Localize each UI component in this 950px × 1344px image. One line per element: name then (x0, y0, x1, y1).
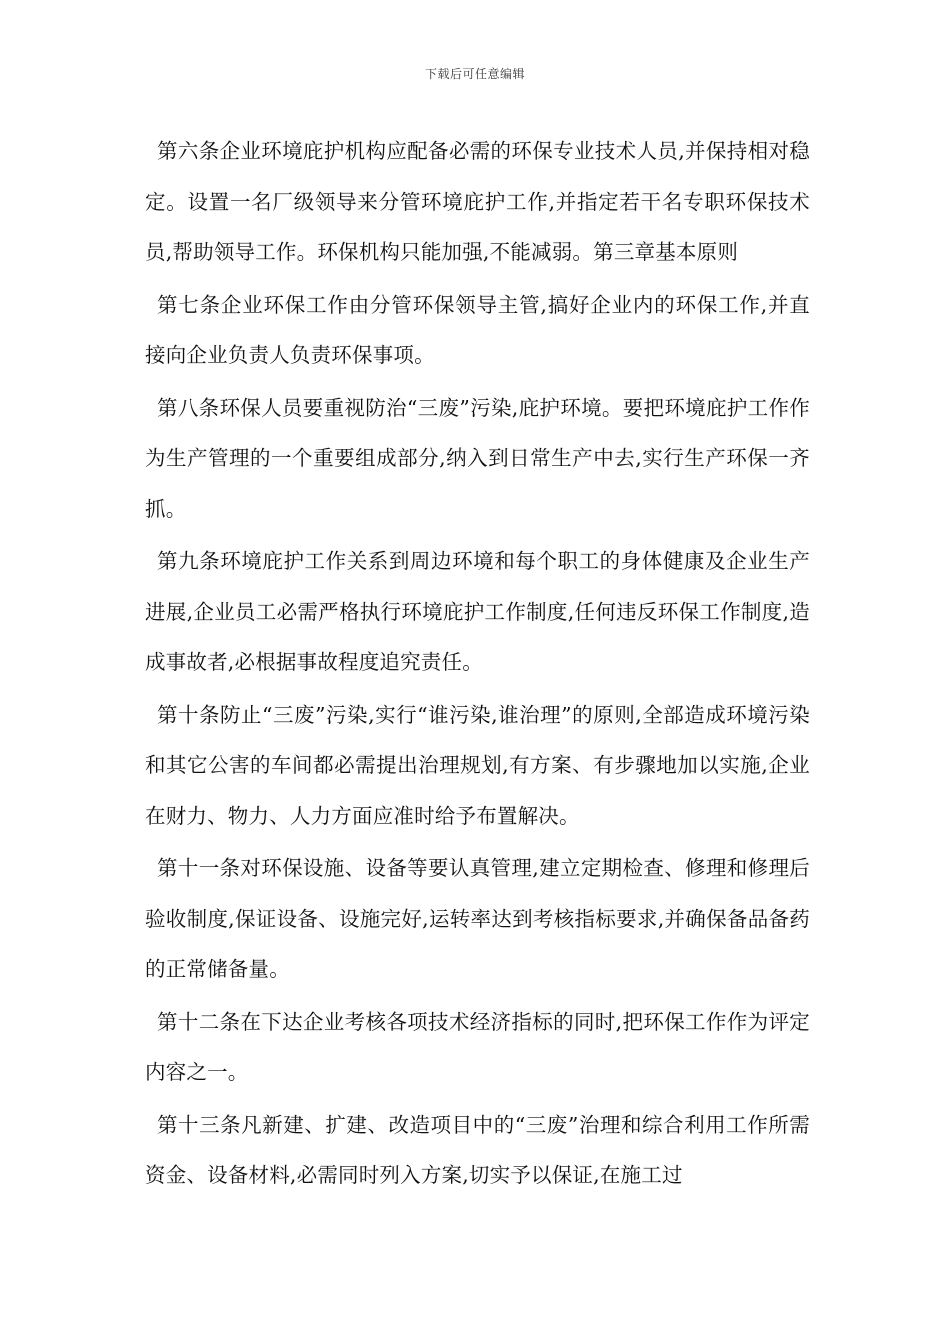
article-6-paragraph: 第六条企业环境庇护机构应配备必需的环保专业技术人员,并保持相对稳定。设置一名厂级领导来分管环境庇护工作,并指定若干名专职环保技术员,帮助领导工作。环保机构只能加强,不能减弱。第三章基本原则 (145, 139, 810, 264)
page-header: 下载后可任意编辑 (424, 67, 525, 81)
article-12-paragraph: 第十二条在下达企业考核各项技术经济指标的同时,把环保工作作为评定内容之一。 (145, 1009, 810, 1084)
article-13-paragraph: 第十三条凡新建、扩建、改造项目中的“三废”治理和综合利用工作所需资金、设备材料,必需同时列入方案,切实予以保证,在施工过 (145, 1112, 810, 1187)
article-10-paragraph: 第十条防止“三废”污染,实行“谁污染,谁治理”的原则,全部造成环境污染和其它公害的车间都必需提出治理规划,有方案、有步骤地加以实施,企业在财力、物力、人力方面应准时给予布置解决。 (145, 702, 810, 828)
article-9-paragraph: 第九条环境庇护工作关系到周边环境和每个职工的身体健康及企业生产进展,企业员工必需严格执行环境庇护工作制度,任何违反环保工作制度,造成事故者,必根据事故程度追究责任。 (145, 549, 810, 674)
article-8-paragraph: 第八条环保人员要重视防治“三废”污染,庇护环境。要把环境庇护工作作为生产管理的一个重要组成部分,纳入到日常生产中去,实行生产环保一齐抓。 (145, 395, 810, 521)
document-body (145, 126, 810, 1203)
article-11-paragraph: 第十一条对环保设施、设备等要认真管理,建立定期检查、修理和修理后验收制度,保证设备、设施完好,运转率达到考核指标要求,并确保备品备药的正常储备量。 (145, 856, 810, 981)
article-7-paragraph: 第七条企业环保工作由分管环保领导主管,搞好企业内的环保工作,并直接向企业负责人负责环保事项。 (145, 292, 810, 367)
